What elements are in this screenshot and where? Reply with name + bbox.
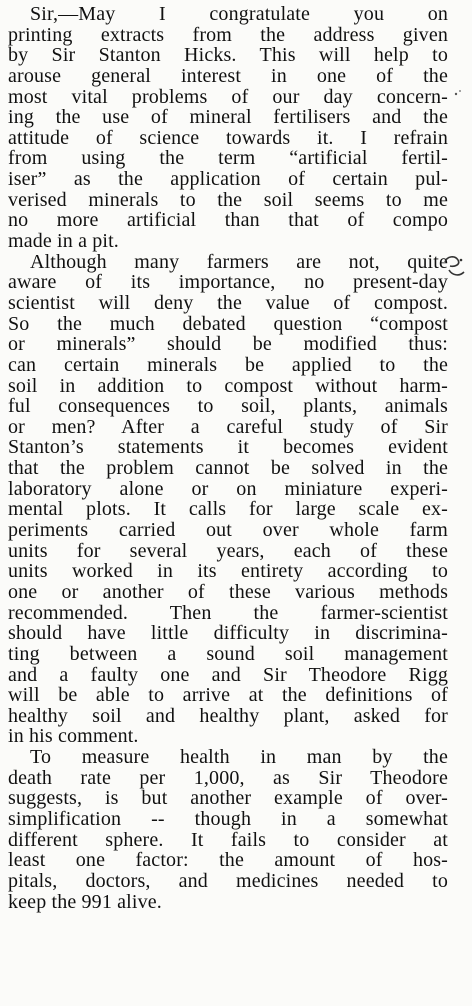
- text-line: that the problem cannot be solved in the: [8, 457, 448, 480]
- text-line: in his comment.: [8, 725, 139, 748]
- text-line: simplification -- though in a somewhat: [8, 807, 448, 830]
- text-line: by Sir Stanton Hicks. This will help to: [8, 44, 448, 67]
- text-line: should have little difficulty in discrimina-: [8, 622, 448, 645]
- text-line: keep the 991 alive.: [8, 890, 162, 913]
- text-line: healthy soil and healthy plant, asked for: [8, 704, 448, 727]
- text-line: attitude of science towards it. I refrain: [8, 126, 448, 149]
- text-line: and a faulty one and Sir Theodore Rigg: [8, 663, 448, 686]
- text-line: printing extracts from the address given: [8, 23, 448, 46]
- text-line: made in a pit.: [8, 230, 119, 253]
- text-line: aware of its importance, no present-day: [8, 271, 448, 294]
- text-line: will be able to arrive at the definitions of: [8, 684, 448, 707]
- text-line: verised minerals to the soil seems to me: [8, 188, 448, 211]
- text-line: one or another of these various methods: [8, 580, 448, 603]
- text-line: ting between a sound soil management: [8, 642, 448, 665]
- text-line: no more artificial than that of compo: [8, 209, 448, 232]
- text-line: periments carried out over whole farm: [8, 519, 448, 542]
- text-line: units for several years, each of these: [8, 539, 448, 562]
- text-line: laboratory alone or on miniature experi-: [8, 477, 448, 500]
- text-line: To measure health in man by the: [30, 746, 448, 769]
- text-line: suggests, is but another example of over-: [8, 787, 448, 810]
- text-line: can certain minerals be applied to the: [8, 353, 448, 376]
- text-line: death rate per 1,000, as Sir Theodore: [8, 766, 448, 789]
- text-line: Sir,—May I congratulate you on: [30, 3, 448, 25]
- text-line: units worked in its entirety according to: [8, 560, 448, 583]
- text-line: ful consequences to soil, plants, animals: [8, 395, 448, 418]
- text-line: So the much debated question “compost: [8, 312, 448, 335]
- letter-column: [8, 4, 448, 912]
- text-line: mental plots. It calls for large scale ex-: [8, 498, 448, 521]
- text-line: recommended. Then the farmer-scientist: [8, 601, 448, 624]
- text-line: Stanton’s statements it becomes evident: [8, 436, 448, 459]
- text-line: or minerals” should be modified thus:: [8, 333, 448, 356]
- text-line: ing the use of mineral fertilisers and the: [8, 106, 448, 129]
- text-line: soil in addition to compost without harm-: [8, 374, 448, 397]
- ink-speck-mark: [452, 88, 466, 102]
- text-line: different sphere. It fails to consider at: [8, 828, 448, 851]
- text-line: from using the term “artificial fertil-: [8, 147, 448, 170]
- text-line: pitals, doctors, and medicines needed to: [8, 869, 448, 892]
- text-line: iser” as the application of certain pul-: [8, 168, 448, 191]
- text-line: or men? After a careful study of Sir: [8, 415, 448, 438]
- text-line: scientist will deny the value of compost.: [8, 291, 448, 314]
- text-line: arouse general interest in one of the: [8, 64, 448, 87]
- paragraph-1: [8, 4, 448, 252]
- text-line: Although many farmers are not, quite: [30, 250, 448, 273]
- text-line: most vital problems of our day concern-: [8, 85, 448, 108]
- text-line: least one factor: the amount of hos-: [8, 849, 448, 872]
- paragraph-2: [8, 252, 448, 747]
- paragraph-3: [8, 747, 448, 912]
